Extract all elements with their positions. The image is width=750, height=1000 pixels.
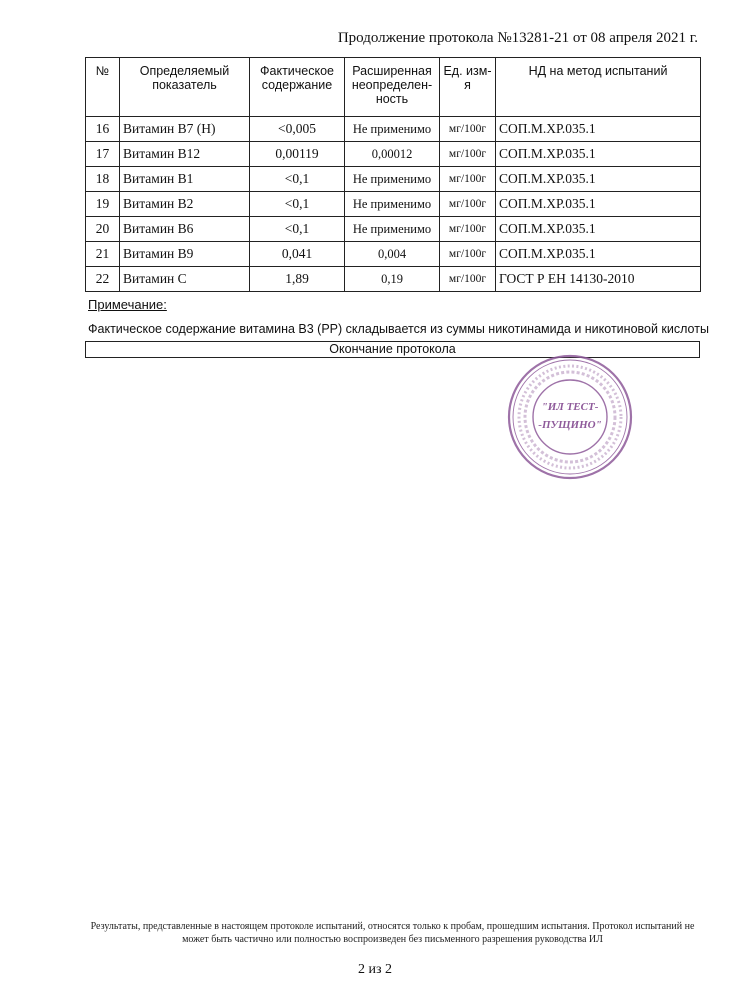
uncertainty-value: Не применимо	[345, 217, 440, 242]
unit: мг/100г	[440, 217, 496, 242]
table-row	[86, 142, 701, 167]
page-number: 2 из 2	[357, 962, 393, 977]
indicator-name: Витамин B7 (H)	[120, 117, 250, 142]
column-header-method: НД на метод испытаний	[496, 58, 701, 117]
actual-value: <0,005	[250, 117, 345, 142]
stamp-text-line-1: "ИЛ ТЕСТ-	[541, 401, 599, 413]
table-row	[86, 117, 701, 142]
test-method: СОП.М.ХР.035.1	[496, 217, 701, 242]
table-row	[86, 167, 701, 192]
table-row	[86, 217, 701, 242]
test-method: ГОСТ Р ЕН 14130-2010	[496, 267, 701, 292]
unit: мг/100г	[440, 242, 496, 267]
row-number: 19	[86, 192, 120, 217]
column-header-indicator: Определяемый показатель	[120, 58, 250, 117]
unit: мг/100г	[440, 192, 496, 217]
uncertainty-value: Не применимо	[345, 117, 440, 142]
note-title: Примечание:	[88, 297, 167, 312]
indicator-name: Витамин B2	[120, 192, 250, 217]
table-row	[86, 192, 701, 217]
table-row	[86, 267, 701, 292]
actual-value: 0,00119	[250, 142, 345, 167]
row-number: 16	[86, 117, 120, 142]
column-header-num: №	[86, 58, 120, 117]
row-number: 20	[86, 217, 120, 242]
indicator-name: Витамин B12	[120, 142, 250, 167]
unit: мг/100г	[440, 267, 496, 292]
uncertainty-value: 0,004	[345, 242, 440, 267]
row-number: 18	[86, 167, 120, 192]
unit: мг/100г	[440, 167, 496, 192]
indicator-name: Витамин B6	[120, 217, 250, 242]
row-number: 22	[86, 267, 120, 292]
actual-value: <0,1	[250, 217, 345, 242]
actual-value: 0,041	[250, 242, 345, 267]
indicator-name: Витамин B9	[120, 242, 250, 267]
test-method: СОП.М.ХР.035.1	[496, 192, 701, 217]
test-method: СОП.М.ХР.035.1	[496, 142, 701, 167]
footer-disclaimer: Результаты, представленные в настоящем протоколе испытаний, относятся только к пробам, прошедшим испытания. Протокол испытаний не может быть частично или полностью воспроизведен без письменного разрешения руководства ИЛ	[90, 921, 695, 945]
note-text: Фактическое содержание витамина B3 (PP) складывается из суммы никотинамида и никотиновой кислоты	[88, 322, 709, 336]
table-row	[86, 242, 701, 267]
indicator-name: Витамин C	[120, 267, 250, 292]
unit: мг/100г	[440, 142, 496, 167]
column-header-uncertainty: Расширенная неопределен-ность	[345, 58, 440, 117]
laboratory-stamp	[505, 352, 635, 482]
uncertainty-value: 0,19	[345, 267, 440, 292]
actual-value: <0,1	[250, 167, 345, 192]
results-table	[85, 57, 701, 292]
column-header-actual: Фактическое содержание	[250, 58, 345, 117]
row-number: 21	[86, 242, 120, 267]
actual-value: <0,1	[250, 192, 345, 217]
row-number: 17	[86, 142, 120, 167]
test-method: СОП.М.ХР.035.1	[496, 242, 701, 267]
end-of-protocol-label: Окончание протокола	[85, 341, 700, 358]
protocol-continuation-header: Продолжение протокола №13281-21 от 08 апреля 2021 г.	[337, 30, 698, 46]
table-header-row	[86, 58, 701, 117]
uncertainty-value: Не применимо	[345, 192, 440, 217]
uncertainty-value: Не применимо	[345, 167, 440, 192]
indicator-name: Витамин B1	[120, 167, 250, 192]
stamp-text-line-2: -ПУЩИНО"	[538, 419, 602, 431]
unit: мг/100г	[440, 117, 496, 142]
test-method: СОП.М.ХР.035.1	[496, 117, 701, 142]
uncertainty-value: 0,00012	[345, 142, 440, 167]
column-header-unit: Ед. изм-я	[440, 58, 496, 117]
test-method: СОП.М.ХР.035.1	[496, 167, 701, 192]
actual-value: 1,89	[250, 267, 345, 292]
